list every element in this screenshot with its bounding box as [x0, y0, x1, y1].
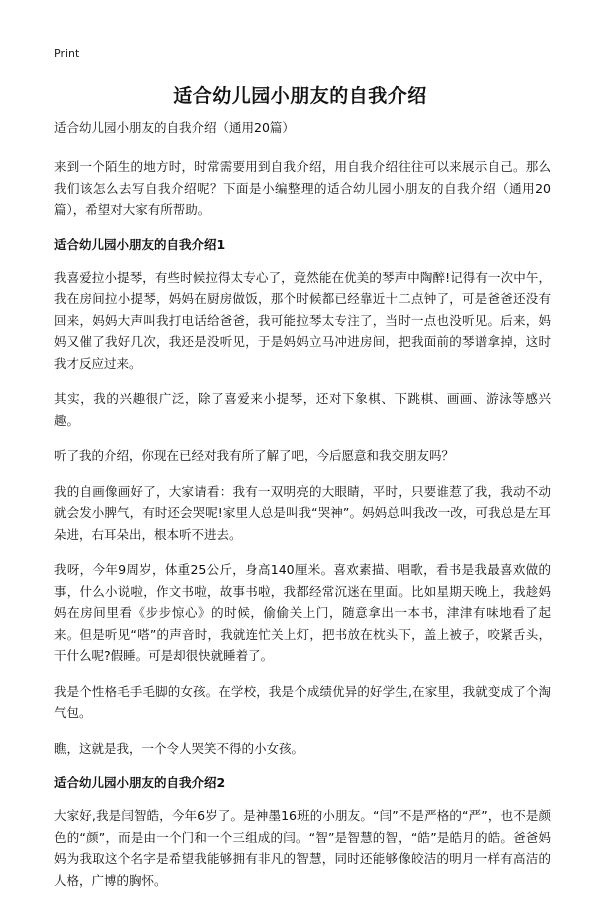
section-2 — [54, 773, 551, 891]
document-body — [54, 118, 551, 905]
intro-paragraph: 来到一个陌生的地方时，时常需要用到自我介绍，用自我介绍往往可以来展示自己。那么我们该怎么去写自我介绍呢？下面是小编整理的适合幼儿园小朋友的自我介绍（通用20篇），希望对大家有所帮助。 — [54, 159, 551, 217]
print-label: Print — [54, 47, 80, 60]
document-subtitle: 适合幼儿园小朋友的自我介绍（通用20篇） — [54, 120, 295, 135]
paragraph: 我呀，今年9周岁，体重25公斤，身高140厘米。喜欢素描、唱歌，看书是我最喜欢做的事，什么小说啦，作文书啦，故事书啦，我都经常沉迷在里面。比如星期天晚上，我趁妈妈在房间里看《步步惊心》的时候，偷偷关上门，随意拿出一本书，津津有味地看了起来。但是听见“嗒”的声音时，我就连忙关上灯，把书放在枕头下，盖上被子，咬紧舌头，干什么呢?假睡。可是却很快就睡着了。 — [54, 562, 551, 663]
paragraph: 我喜爱拉小提琴，有些时候拉得太专心了，竟然能在优美的琴声中陶醉!记得有一次中午，我在房间拉小提琴，妈妈在厨房做饭，那个时候都已经靠近十二点钟了，可是爸爸还没有回来，妈妈大声叫我打电话给爸爸，我可能拉琴太专注了，当时一点也没听见。后来，妈妈又催了我好几次，我还是没听见，于是妈妈立马冲进房间，把我面前的琴谱拿掉，这时我才反应过来。 — [54, 269, 551, 371]
paragraph: 我是个性格毛手毛脚的女孩。在学校，我是个成绩优异的好学生,在家里，我就变成了个淘气包。 — [54, 683, 551, 720]
paragraph: 大家好,我是闫智皓，今年6岁了。是神墨16班的小朋友。“闫”不是严格的“严”，也不是颜色的“颜”，而是由一个门和一个三组成的闫。“智”是智慧的智，“皓”是皓月的皓。爸爸妈妈为我取这个名字是希望我能够拥有非凡的智慧，同时还能够像皎洁的明月一样有高洁的人格，广博的胸怀。 — [54, 808, 551, 888]
document-title: 适合幼儿园小朋友的自我介绍 — [173, 85, 427, 107]
section-heading: 适合幼儿园小朋友的自我介绍2 — [54, 775, 226, 790]
section-heading: 适合幼儿园小朋友的自我介绍1 — [54, 236, 226, 252]
paragraph: 听了我的介绍，你现在已经对我有所了解了吧，今后愿意和我交朋友吗？ — [54, 448, 455, 463]
paragraph: 我的自画像画好了，大家请看：我有一双明亮的大眼睛，平时，只要谁惹了我，我动不动就会发小脾气，有时还会哭呢!家里人总是叫我“哭神”。妈妈总叫我改一改，可我总是左耳朵进，右耳朵出，根本听不进去。 — [54, 483, 551, 542]
paragraph: 其实，我的兴趣很广泛，除了喜爱来小提琴，还对下象棋、下跳棋、画画、游泳等感兴趣。 — [54, 391, 551, 428]
paragraph: 瞧，这就是我，一个令人哭笑不得的小女孩。 — [54, 740, 305, 756]
section-1 — [54, 235, 551, 760]
